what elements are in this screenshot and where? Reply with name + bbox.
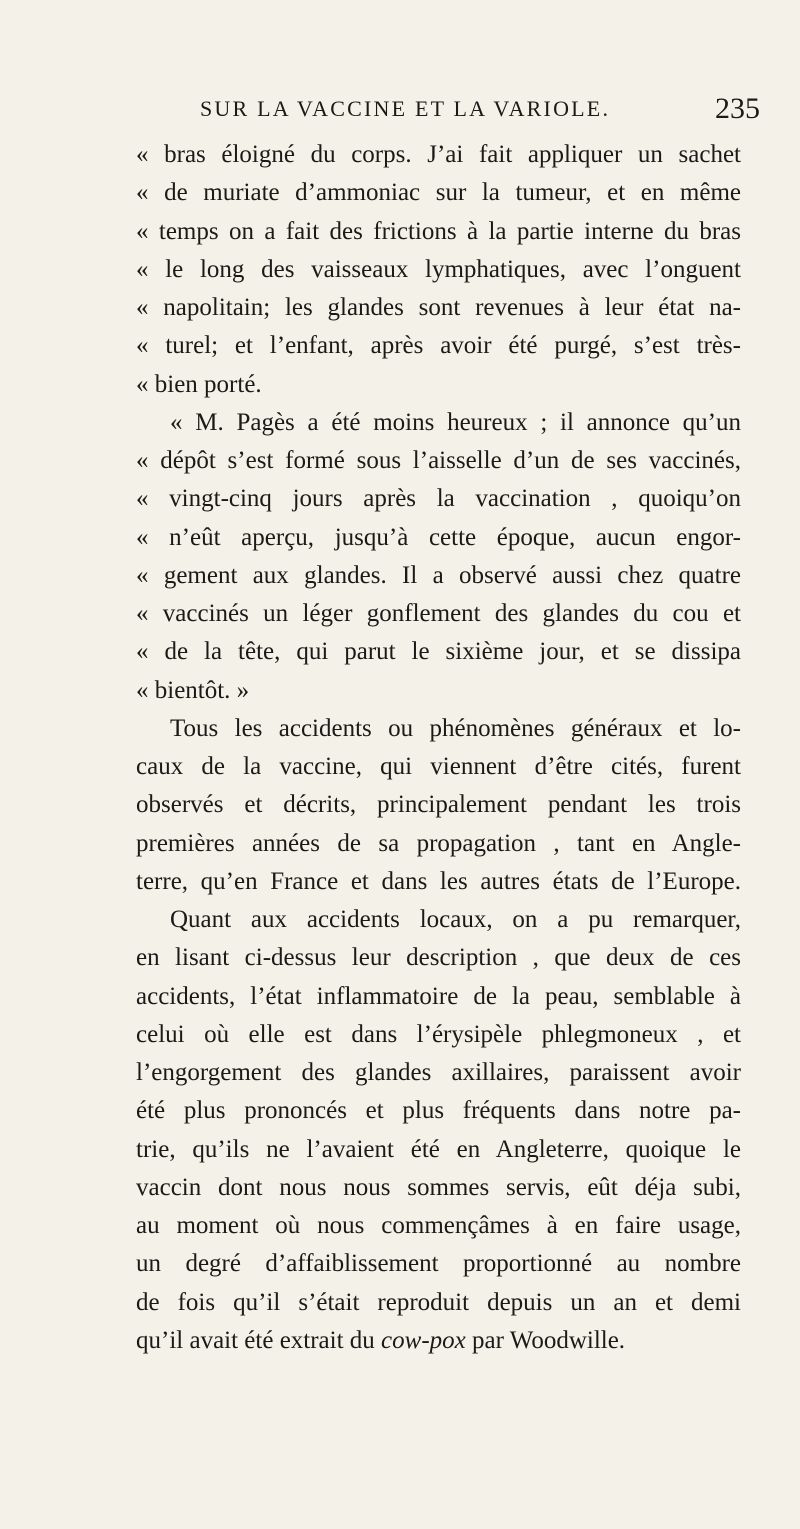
text-line: observés et décrits, principalement pendant les trois [136, 791, 741, 819]
text-line: « n’eût aperçu, jusqu’à cette époque, aucun engor- [136, 523, 741, 551]
text-line: en lisant ci-dessus leur description , que deux de ces [136, 944, 741, 972]
text-line: premières années de sa propagation , tant en Angle- [136, 829, 741, 857]
text-line: « temps on a fait des frictions à la partie interne du bras [136, 217, 741, 245]
text-line: Quant aux accidents locaux, on a pu remarquer, [170, 906, 741, 933]
text-line: été plus prononcés et plus fréquents dans notre pa- [136, 1097, 741, 1125]
text-line: vaccin dont nous nous sommes servis, eût déja subi, [136, 1173, 741, 1201]
running-head: SUR LA VACCINE ET LA VARIOLE. [200, 96, 611, 121]
body-text [136, 136, 741, 1360]
text-line: un degré d’affaiblissement proportionné au nombre [136, 1250, 741, 1278]
text-line: Tous les accidents ou phénomènes généraux et lo- [170, 714, 741, 742]
text-line: l’engorgement des glandes axillaires, paraissent avoir [136, 1059, 741, 1086]
final-text-after: par Woodwille. [465, 1326, 626, 1354]
text-line: « gement aux glandes. Il a observé aussi chez quatre [136, 561, 741, 589]
text-line: « vaccinés un léger gonflement des glandes du cou et [136, 600, 741, 627]
text-line: « bras éloigné du corps. J’ai fait appliquer un sachet [136, 141, 741, 168]
page-number: 235 [715, 92, 760, 125]
text-line: de fois qu’il s’était reproduit depuis un an et demi [136, 1288, 741, 1316]
text-line: au moment où nous commençâmes à en faire usage, [136, 1212, 741, 1239]
text-line: « turel; et l’enfant, après avoir été purgé, s’est très- [136, 332, 741, 360]
text-line: trie, qu’ils ne l’avaient été en Angleterre, quoique le [136, 1135, 741, 1163]
text-line-final [136, 1322, 741, 1360]
text-line: « napolitain; les glandes sont revenues à leur état na- [136, 294, 741, 321]
text-line: « le long des vaisseaux lymphatiques, avec l’onguent [136, 255, 741, 283]
final-text-before: qu’il avait été extrait du [136, 1326, 382, 1354]
text-line: accidents, l’état inflammatoire de la peau, semblable à [136, 982, 741, 1010]
text-line: « de muriate d’ammoniac sur la tumeur, et en même [136, 179, 741, 207]
text-line: « de la tête, qui parut le sixième jour, et se dissipa [136, 638, 741, 666]
text-line: « M. Pagès a été moins heureux ; il annonce qu’un [170, 408, 741, 436]
page-header [200, 92, 760, 132]
cow-pox-term: cow-pox [381, 1326, 466, 1354]
text-line: terre, qu’en France et dans les autres états de l’Europe. [136, 867, 741, 895]
text-line: caux de la vaccine, qui viennent d’être cités, furent [136, 753, 741, 780]
text-line: « dépôt s’est formé sous l’aisselle d’un de ses vaccinés, [136, 447, 741, 474]
text-line: « vingt-cinq jours après la vaccination , quoiqu’on [136, 485, 741, 513]
text-line: « bien porté. [136, 370, 262, 398]
text-line: « bientôt. » [136, 676, 250, 704]
text-line: celui où elle est dans l’érysipèle phlegmoneux , et [136, 1020, 741, 1048]
